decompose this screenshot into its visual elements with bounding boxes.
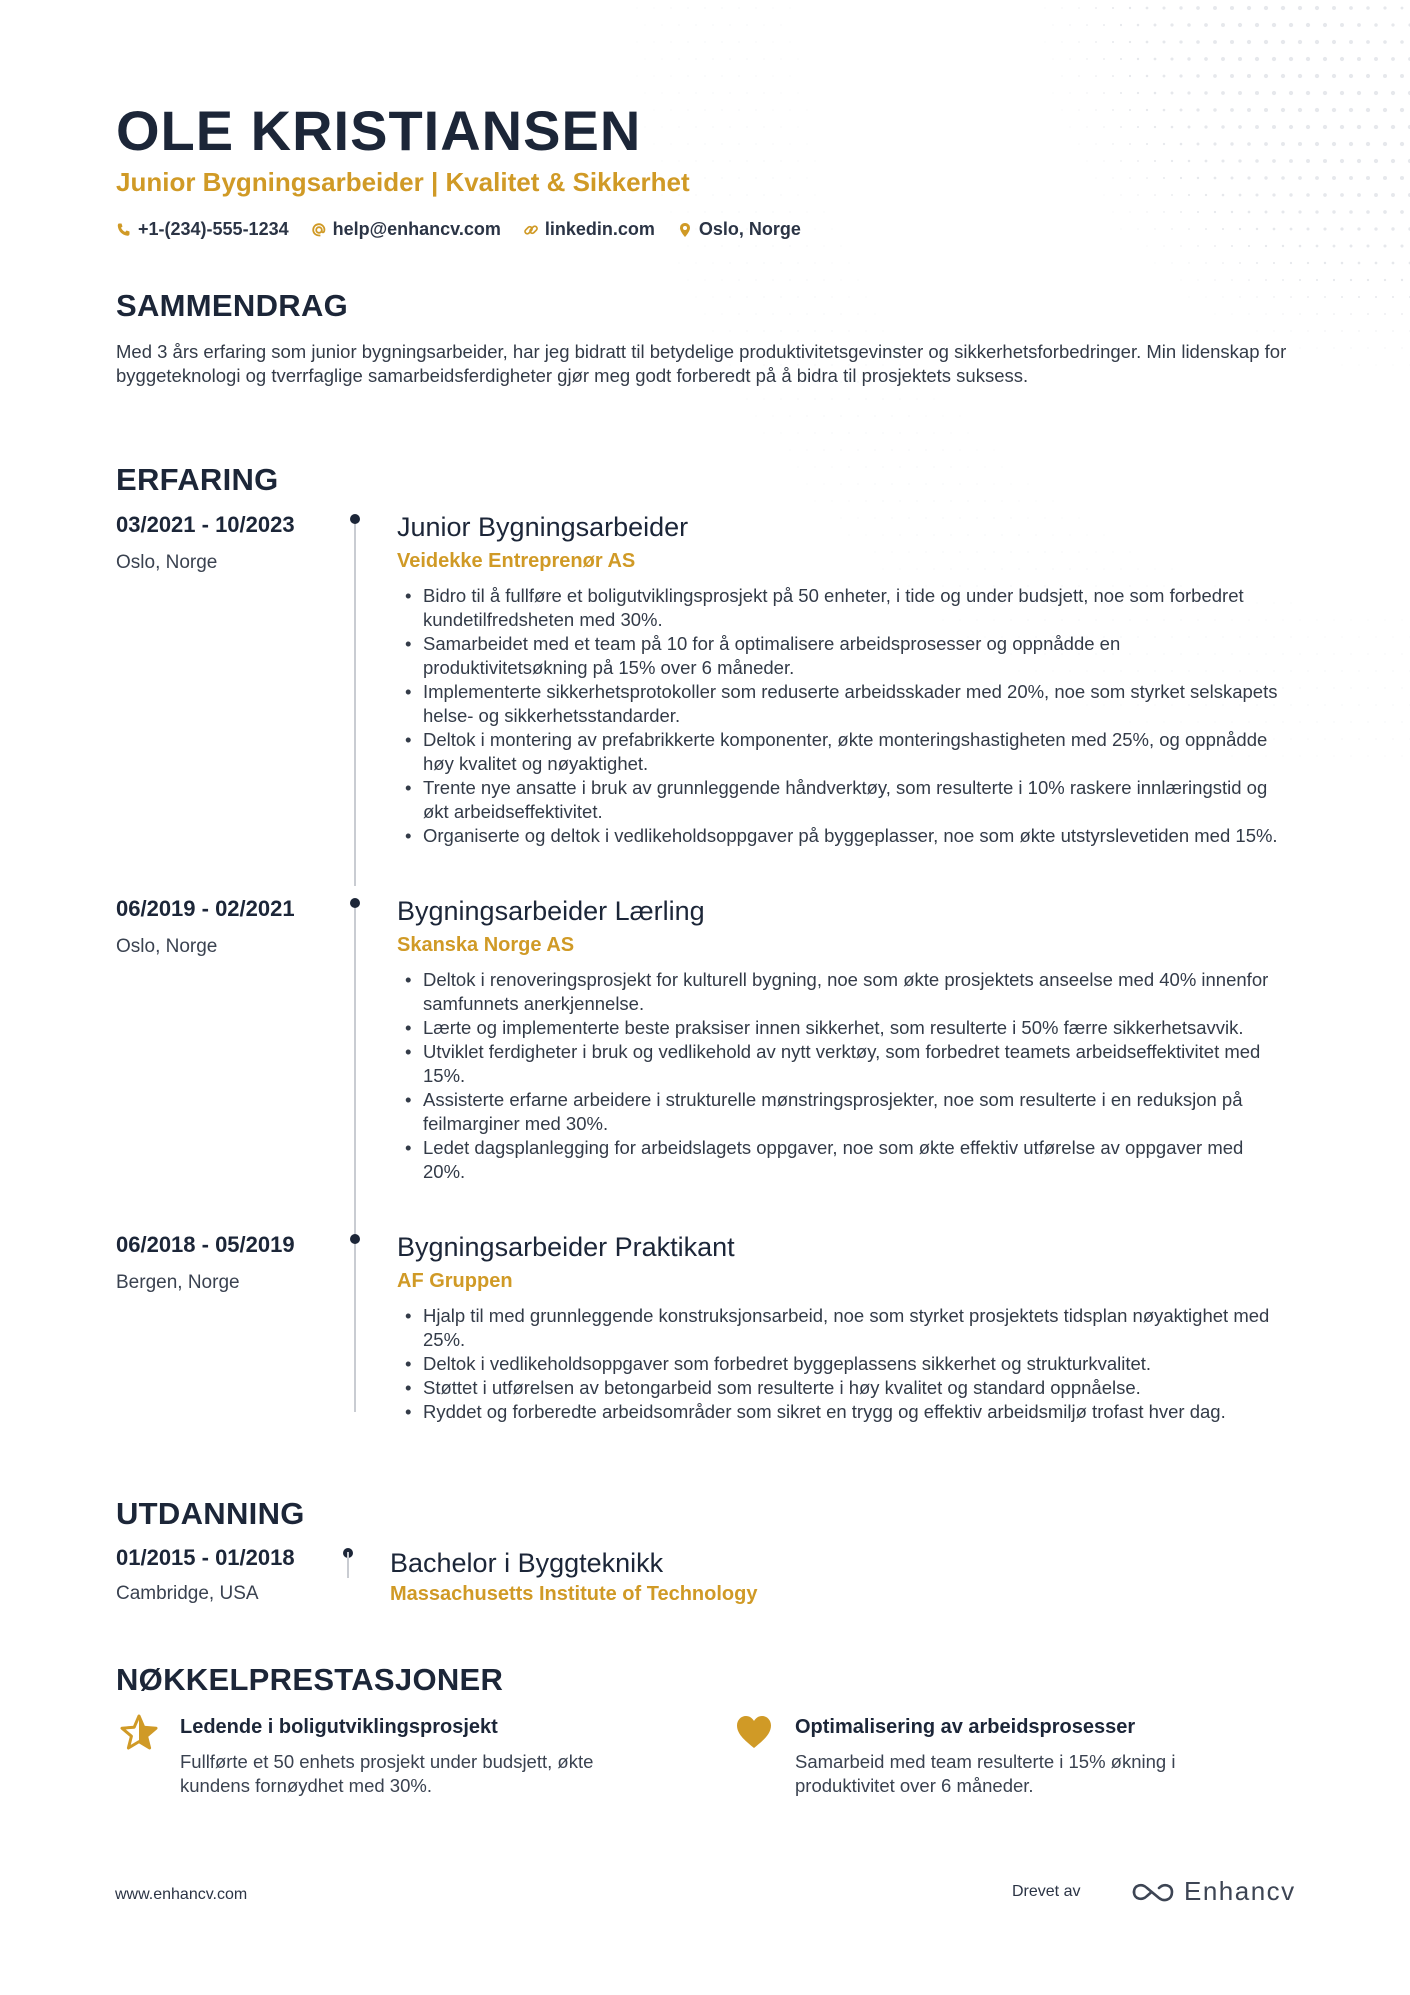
heart-icon: [735, 1714, 773, 1750]
job-company: AF Gruppen: [397, 1270, 513, 1292]
job-bullet: • Støttet i utførelsen av betongarbeid som resulterte i høy kvalitet og standard oppnåelse.: [397, 1376, 1282, 1400]
timeline-line: [347, 1552, 349, 1578]
contact-linkedin-text: linkedin.com: [544, 219, 655, 239]
candidate-title: Junior Bygningsarbeider | Kvalitet & Sikkerhet: [116, 167, 690, 197]
footer-url[interactable]: www.enhancv.com: [115, 1886, 248, 1903]
job-role: Junior Bygningsarbeider: [397, 512, 689, 542]
job-company: Veidekke Entreprenør AS: [397, 550, 636, 572]
job-bullet: • Implementerte sikkerhetsprotokoller som reduserte arbeidsskader med 20%, noe som styrket selskapets helse- og sikkerhetsstandarder.: [397, 680, 1282, 728]
enhancv-logo-text: Enhancv: [1184, 1876, 1296, 1906]
achievements-heading: NØKKELPRESTASJONER: [116, 1662, 504, 1697]
timeline-dot: [350, 514, 360, 524]
experience-heading: ERFARING: [116, 462, 279, 497]
candidate-name: OLE KRISTIANSEN: [116, 99, 642, 162]
job-bullet: • Organiserte og deltok i vedlikeholdsoppgaver på byggeplasser, noe som økte utstyrslevetiden med 15%.: [397, 824, 1282, 848]
timeline-dot: [350, 1234, 360, 1244]
contact-location-text: Oslo, Norge: [698, 219, 801, 239]
job-bullet: • Samarbeidet med et team på 10 for å optimalisere arbeidsprosesser og oppnådde en produktivitetsøkning på 15% over 6 måneder.: [397, 632, 1282, 680]
job-bullets: [397, 584, 1282, 848]
achievement-text: Samarbeid med team resulterte i 15% økning i produktivitet over 6 måneder.: [795, 1751, 1176, 1796]
link-icon: [523, 222, 539, 238]
job-date: 06/2019 - 02/2021: [116, 896, 295, 921]
job-role: Bygningsarbeider Praktikant: [397, 1232, 735, 1262]
timeline-line: [354, 904, 356, 1236]
job-bullets: [397, 1304, 1282, 1424]
achievement-title: Ledende i boligutviklingsprosjekt: [180, 1716, 498, 1738]
education-location: Cambridge, USA: [116, 1583, 259, 1604]
contact-email[interactable]: [311, 219, 501, 240]
job-bullet: • Ledet dagsplanlegging for arbeidslagets oppgaver, noe som økte effektiv utførelse av oppgaver med 20%.: [397, 1136, 1282, 1184]
contact-phone-text: +1-(234)-555-1234: [138, 219, 289, 239]
education-heading: UTDANNING: [116, 1496, 305, 1531]
contact-phone[interactable]: [116, 219, 289, 240]
education-school: Massachusetts Institute of Technology: [390, 1583, 758, 1605]
star-icon: [120, 1714, 158, 1750]
education-degree: Bachelor i Byggteknikk: [390, 1548, 664, 1578]
contact-linkedin[interactable]: [523, 219, 655, 240]
contact-email-text: help@enhancv.com: [332, 219, 501, 239]
at-icon: [311, 222, 327, 238]
job-bullet: • Utviklet ferdigheter i bruk og vedlikehold av nytt verktøy, som forbedret teamets arbeidseffektivitet med 15%.: [397, 1040, 1282, 1088]
achievement-title: Optimalisering av arbeidsprosesser: [795, 1716, 1136, 1738]
job-bullet: • Assisterte erfarne arbeidere i strukturelle mønstringsprosjekter, noe som resulterte i en reduksjon på feilmarginer med 30%.: [397, 1088, 1282, 1136]
enhancv-logo-icon: [1130, 1879, 1176, 1905]
education-date: 01/2015 - 01/2018: [116, 1545, 295, 1570]
phone-icon: [116, 222, 132, 238]
job-bullet: • Ryddet og forberedte arbeidsområder som sikret en trygg og effektiv arbeidsmiljø trofast hver dag.: [397, 1400, 1282, 1424]
job-bullet: • Bidro til å fullføre et boligutviklingsprosjekt på 50 enheter, i tide og under budsjett, noe som forbedret kundetilfredsheten med 30%.: [397, 584, 1282, 632]
contact-location: [677, 219, 801, 240]
job-bullet: • Trente nye ansatte i bruk av grunnleggende håndverktøy, som resulterte i 10% raskere innlæringstid og økt arbeidseffektivitet.: [397, 776, 1282, 824]
job-bullet: • Hjalp til med grunnleggende konstruksjonsarbeid, noe som styrket prosjektets tidsplan nøyaktighet med 25%.: [397, 1304, 1282, 1352]
timeline-dot: [350, 898, 360, 908]
job-date: 03/2021 - 10/2023: [116, 512, 295, 537]
job-date: 06/2018 - 05/2019: [116, 1232, 295, 1257]
contact-bar: [116, 219, 801, 240]
job-bullets: [397, 968, 1282, 1184]
job-location: Bergen, Norge: [116, 1272, 240, 1293]
achievement-text: Fullførte et 50 enhets prosjekt under budsjett, økte kundens fornøydhet med 30%.: [180, 1751, 594, 1796]
summary-text: Med 3 års erfaring som junior bygningsarbeider, har jeg bidratt til betydelige produktivitetsgevinster og sikkerhetsforbedringer. Min lidenskap for byggeteknologi og tverrfaglige samarbeidsferdigheter gjør meg godt forberedt på å bidra til prosjektets suksess.: [116, 341, 1287, 386]
summary-heading: SAMMENDRAG: [116, 288, 349, 323]
timeline-line: [354, 1240, 356, 1412]
job-company: Skanska Norge AS: [397, 934, 575, 956]
job-role: Bygningsarbeider Lærling: [397, 896, 705, 926]
footer-powered-by: Drevet av: [1012, 1883, 1081, 1900]
location-pin-icon: [677, 222, 693, 238]
enhancv-logo[interactable]: [1130, 1876, 1296, 1907]
job-bullet: • Deltok i vedlikeholdsoppgaver som forbedret byggeplassens sikkerhet og strukturkvalitet.: [397, 1352, 1282, 1376]
job-bullet: • Deltok i renoveringsprosjekt for kulturell bygning, noe som økte prosjektets anseelse med 40% innenfor samfunnets anerkjennelse.: [397, 968, 1282, 1016]
job-location: Oslo, Norge: [116, 552, 218, 573]
job-bullet: • Lærte og implementerte beste praksiser innen sikkerhet, som resulterte i 50% færre sikkerhetsavvik.: [397, 1016, 1282, 1040]
job-bullet: • Deltok i montering av prefabrikkerte komponenter, økte monteringshastigheten med 25%, og oppnådde høy kvalitet og nøyaktighet.: [397, 728, 1282, 776]
job-location: Oslo, Norge: [116, 936, 218, 957]
timeline-line: [354, 520, 356, 886]
